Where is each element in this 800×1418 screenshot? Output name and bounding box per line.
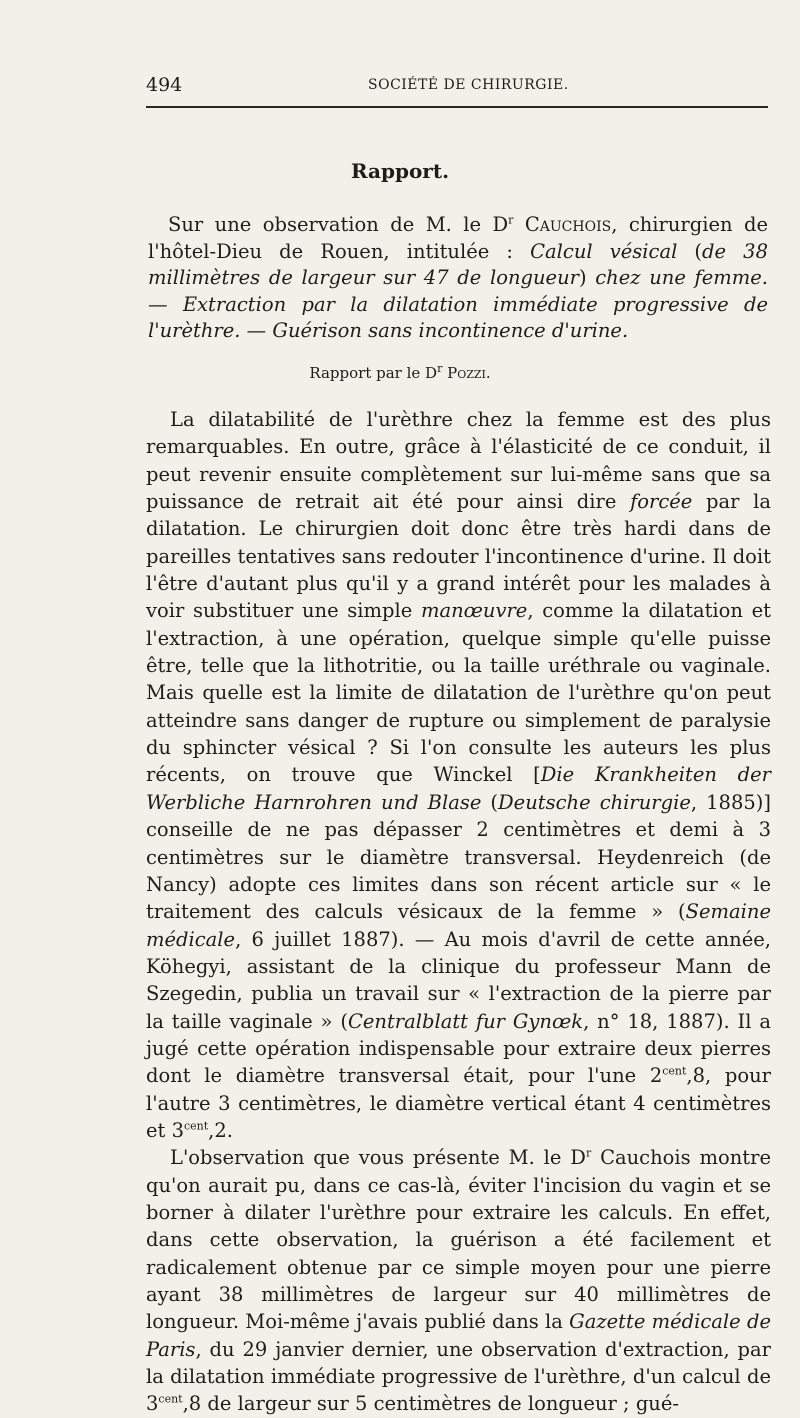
- report-summary: Sur une observation de M. le $D^r$ Cauchois, chirurgien de l'hôtel-Dieu de Rouen, intitulée : Calcul vésical (de 38 millimètres de largeur sur 47 de longueur) chez une femme. — Extraction par la dilatation immédiate progressive de l'urèthre. — Guérison sans incontinence d'urine.: [148, 213, 769, 343]
- surgeon-name: Cauchois: [524, 213, 612, 236]
- report-byline: Rapport par le $D^r$ Pozzi.: [309, 362, 491, 382]
- section-title: Rapport.: [350, 159, 450, 183]
- page-header: [146, 74, 768, 98]
- reporter-name: Pozzi.: [447, 364, 491, 382]
- running-head: SOCIÉTÉ DE CHIRURGIE.: [368, 77, 569, 93]
- header-rule: [146, 106, 768, 108]
- paragraph: La dilatabilité de l'urèthre chez la femme est des plus remarquables. En outre, grâce à l'élasticité de ce conduit, il peut revenir ensuite complètement sur lui-même sans que sa puissance de retrait ait été pour ainsi dire forcée par la dilatation. Le chirurgien doit donc être très hardi dans de pareilles tentatives sans redouter l'incontinence d'urine. Il doit l'être d'autant plus qu'il y a grand intérêt pour les malades à voir substituer une simple manœuvre, comme la dilatation et l'extraction, à une opération, quelque simple qu'elle puisse être, telle que la lithotritie, ou la taille uréthrale ou vaginale. Mais quelle est la limite de dilatation de l'urèthre qu'on peut atteindre sans danger de rupture ou simplement de paralysie du sphincter vésical ? Si l'on consulte les auteurs les plus récents, on trouve que Winckel [Die Krankheiten der Werbliche Harnrohren und Blase (Deutsche chirurgie, 1885)] conseille de ne pas dépasser 2 centimètres et demi à 3 centimètres sur le diamètre transversal. Heydenreich (de Nancy) adopte ces limites dans son récent article sur « le traitement des calculs vésicaux de la femme » (Semaine médicale, 6 juillet 1887). — Au mois d'avril de cette année, Köhegyi, assistant de la clinique du professeur Mann de Szegedin, publia un travail sur « l'extraction de la pierre par la taille vaginale » (Centralblatt fur Gynœk, n° 18, 1887). Il a jugé cette opération indispensable pour extraire deux pierres dont le diamètre transversal était, pour l'une $2^{cent},8$, pour l'autre 3 centimètres, le diamètre vertical étant 4 centimètres et $3^{cent},2$.: [146, 408, 771, 1142]
- paragraph: L'observation que vous présente M. le $D^r$ Cauchois montre qu'on aurait pu, dans ce cas-là, éviter l'incision du vagin et se borner à dilater l'urèthre pour extraire les calculs. En effet, dans cette observation, la guérison a été facilement et radicalement obtenue par ce simple moyen pour une pierre ayant 38 millimètres de largeur sur 40 millimètres de longueur. Moi-même j'avais publié dans la Gazette médicale de Paris, du 29 janvier dernier, une observation d'extraction, par la dilatation immédiate progressive de l'urèthre, d'un calcul de $3^{cent},8$ de largeur sur 5 centimètres de longueur ; gué-: [146, 1146, 771, 1416]
- report-body: [146, 406, 771, 1418]
- page-number: 494: [146, 74, 183, 96]
